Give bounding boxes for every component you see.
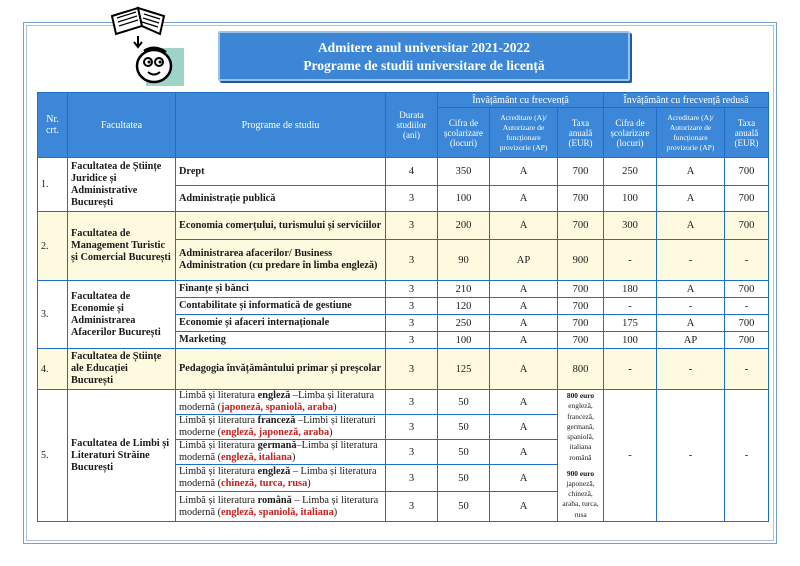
faculty-name: Facultatea de Economie și Administrarea Afacerilor București xyxy=(68,281,176,349)
table-row xyxy=(38,158,769,186)
row-nr: 4. xyxy=(38,349,68,390)
cell-acr: A xyxy=(490,492,558,522)
col-acreditare-r: Acreditare (A)/ Autorizare de funcționare provizorie (AP) xyxy=(657,108,725,158)
program-language: germană xyxy=(257,440,297,451)
col-nr: Nr. crt. xyxy=(38,93,68,158)
taxa-note-800-title: 800 euro xyxy=(566,391,595,401)
cell-durata: 3 xyxy=(386,492,438,522)
cell-acr-r: - xyxy=(657,240,725,281)
row-nr: 3. xyxy=(38,281,68,349)
col-facultate: Facultatea xyxy=(68,93,176,158)
group-frecventa: Învățământ cu frecvență xyxy=(438,93,604,108)
cell-cifra-r: 175 xyxy=(604,315,657,332)
cell-cifra-r: 180 xyxy=(604,281,657,298)
cell-durata: 3 xyxy=(386,212,438,240)
program-language: franceză xyxy=(257,415,296,426)
title-line-1: Admitere anul universitar 2021-2022 xyxy=(317,40,531,55)
cell-cifra-r: - xyxy=(604,298,657,315)
faculty-name: Facultatea de Științe Juridice și Administrative București xyxy=(68,158,176,212)
cell-durata: 3 xyxy=(386,315,438,332)
program-name: Economie și afaceri internaționale xyxy=(176,315,386,332)
program-text: Limbă și literatura xyxy=(179,466,258,477)
cell-acr-r: A xyxy=(657,212,725,240)
cell-taxa-r: 700 xyxy=(725,158,769,186)
cell-acr: A xyxy=(490,332,558,349)
program-text: – Limba și literatura modernă ( xyxy=(179,466,377,489)
cell-cifra: 125 xyxy=(438,349,490,390)
book-reader-icon xyxy=(108,4,188,90)
cell-durata: 3 xyxy=(386,240,438,281)
program-text: Limbă și literatura xyxy=(179,494,258,506)
cell-acr: A xyxy=(490,186,558,212)
program-text: –Limba și literatura modernă ( xyxy=(179,440,378,463)
cell-acr: AP xyxy=(490,240,558,281)
cell-taxa: 700 xyxy=(558,212,604,240)
cell-taxa: 700 xyxy=(558,186,604,212)
cell-durata: 3 xyxy=(386,440,438,465)
cell-acr: A xyxy=(490,281,558,298)
row-nr: 5. xyxy=(38,390,68,522)
faculty-name: Facultatea de Management Turistic și Comercial București xyxy=(68,212,176,281)
cell-taxa-r: 700 xyxy=(725,315,769,332)
program-name: Contabilitate și informatică de gestiune xyxy=(176,298,386,315)
cell-acr-r: AP xyxy=(657,332,725,349)
cell-acr-r: - xyxy=(657,390,725,522)
cell-cifra-r: 100 xyxy=(604,332,657,349)
program-text: ) xyxy=(329,427,333,438)
row-nr: 1. xyxy=(38,158,68,212)
cell-acr-r: - xyxy=(657,298,725,315)
cell-taxa-r: - xyxy=(725,349,769,390)
table-row xyxy=(38,212,769,240)
program-language: engleză xyxy=(257,466,291,477)
table-row xyxy=(38,390,769,415)
col-cifra: Cifra de școlarizare (locuri) xyxy=(438,108,490,158)
faculty-name: Facultatea de Științe ale Educației București xyxy=(68,349,176,390)
cell-acr-r: A xyxy=(657,158,725,186)
cell-taxa: 800 xyxy=(558,349,604,390)
cell-acr: A xyxy=(490,298,558,315)
program-text: –Limba și literatura modernă ( xyxy=(179,390,375,413)
cell-taxa-r: - xyxy=(725,390,769,522)
cell-durata: 3 xyxy=(386,390,438,415)
cell-cifra: 50 xyxy=(438,415,490,440)
cell-cifra: 120 xyxy=(438,298,490,315)
cell-taxa: 700 xyxy=(558,332,604,349)
cell-cifra: 50 xyxy=(438,390,490,415)
cell-acr: A xyxy=(490,349,558,390)
cell-cifra-r: 300 xyxy=(604,212,657,240)
program-name xyxy=(176,440,386,465)
group-frecventa-redusa: Învățământ cu frecvență redusă xyxy=(604,93,769,108)
page-title xyxy=(218,31,630,81)
program-text: ) xyxy=(291,452,296,463)
program-name: Administrație publică xyxy=(176,186,386,212)
cell-taxa-r: 700 xyxy=(725,212,769,240)
table-row xyxy=(38,281,769,298)
program-options: japoneză, spaniolă, araba xyxy=(221,402,334,413)
cell-taxa-r: 700 xyxy=(725,281,769,298)
cell-acr: A xyxy=(490,212,558,240)
program-text: Limbă și literatura xyxy=(179,390,258,401)
program-text: Limbă și literatura xyxy=(179,440,258,451)
program-options: chineză, turca, rusa xyxy=(221,478,308,489)
title-line-2: Programe de studii universitare de licență xyxy=(303,58,545,73)
cell-acr: A xyxy=(490,440,558,465)
program-options: engleză, spaniolă, italiana xyxy=(221,506,334,518)
cell-cifra: 50 xyxy=(438,440,490,465)
program-name xyxy=(176,415,386,440)
program-name: Marketing xyxy=(176,332,386,349)
cell-cifra-r: 250 xyxy=(604,158,657,186)
cell-cifra: 250 xyxy=(438,315,490,332)
program-text: Limbă și literatura xyxy=(179,415,258,426)
cell-durata: 3 xyxy=(386,332,438,349)
col-acreditare: Acreditare (A)/ Autorizare de funcționare provizorie (AP) xyxy=(490,108,558,158)
cell-cifra: 50 xyxy=(438,492,490,522)
cell-durata: 4 xyxy=(386,158,438,186)
cell-taxa: 700 xyxy=(558,281,604,298)
program-name: Drept xyxy=(176,158,386,186)
program-name xyxy=(176,492,386,522)
program-text: ) xyxy=(307,478,311,489)
col-programe: Programe de studiu xyxy=(176,93,386,158)
taxa-note-900-body: japoneză, chineză, araba, turca, rusa xyxy=(562,478,599,519)
cell-cifra: 210 xyxy=(438,281,490,298)
cell-cifra-r: - xyxy=(604,349,657,390)
cell-taxa-r: - xyxy=(725,240,769,281)
program-name: Finanțe și bănci xyxy=(176,281,386,298)
program-options: engleză, italiana xyxy=(221,452,292,463)
cell-durata: 3 xyxy=(386,465,438,492)
cell-acr: A xyxy=(490,390,558,415)
cell-acr-r: - xyxy=(657,349,725,390)
cell-acr: A xyxy=(490,315,558,332)
cell-cifra-r: - xyxy=(604,390,657,522)
cell-taxa: 900 xyxy=(558,240,604,281)
cell-durata: 3 xyxy=(386,281,438,298)
cell-acr: A xyxy=(490,158,558,186)
col-durata: Durata studiilor (ani) xyxy=(386,93,438,158)
cell-cifra-r: 100 xyxy=(604,186,657,212)
cell-taxa: 700 xyxy=(558,158,604,186)
cell-cifra: 200 xyxy=(438,212,490,240)
cell-taxa-r: 700 xyxy=(725,332,769,349)
program-options: engleză, japoneză, araba xyxy=(221,427,330,438)
cell-cifra: 90 xyxy=(438,240,490,281)
program-text: ) xyxy=(333,402,337,413)
cell-cifra: 50 xyxy=(438,465,490,492)
cell-taxa-r: 700 xyxy=(725,186,769,212)
cell-durata: 3 xyxy=(386,298,438,315)
cell-durata: 3 xyxy=(386,415,438,440)
program-text: –Limbi și literaturi moderne ( xyxy=(179,415,376,438)
program-language: engleză xyxy=(257,390,291,401)
program-name: Pedagogia învățământului primar și preșcolar xyxy=(176,349,386,390)
taxa-note-900-title: 900 euro xyxy=(566,468,595,478)
table-row xyxy=(38,349,769,390)
cell-cifra-r: - xyxy=(604,240,657,281)
program-language: română xyxy=(257,494,292,506)
cell-durata: 3 xyxy=(386,349,438,390)
taxa-note xyxy=(558,390,604,522)
col-taxa-r: Taxa anuală (EUR) xyxy=(725,108,769,158)
row-nr: 2. xyxy=(38,212,68,281)
program-name xyxy=(176,390,386,415)
faculty-name: Facultatea de Limbi și Literaturi Străine București xyxy=(68,390,176,522)
program-text: – Limba și literatura modernă ( xyxy=(179,494,379,518)
cell-acr: A xyxy=(490,465,558,492)
cell-taxa: 700 xyxy=(558,298,604,315)
col-cifra-r: Cifra de școlarizare (locuri) xyxy=(604,108,657,158)
cell-acr: A xyxy=(490,415,558,440)
program-text: ) xyxy=(333,506,338,518)
programs-table xyxy=(37,92,769,522)
col-taxa: Taxa anuală (EUR) xyxy=(558,108,604,158)
cell-acr-r: A xyxy=(657,315,725,332)
program-name: Administrarea afacerilor/ Business Administration (cu predare în limba engleză) xyxy=(176,240,386,281)
taxa-note-800-body: engleză, franceză, germană, spaniolă, italiana română xyxy=(566,401,595,462)
cell-durata: 3 xyxy=(386,186,438,212)
cell-cifra: 350 xyxy=(438,158,490,186)
cell-cifra: 100 xyxy=(438,332,490,349)
cell-cifra: 100 xyxy=(438,186,490,212)
program-name xyxy=(176,465,386,492)
cell-acr-r: A xyxy=(657,186,725,212)
cell-taxa: 700 xyxy=(558,315,604,332)
cell-taxa-r: - xyxy=(725,298,769,315)
program-name: Economia comerțului, turismului și serviciilor xyxy=(176,212,386,240)
cell-acr-r: A xyxy=(657,281,725,298)
